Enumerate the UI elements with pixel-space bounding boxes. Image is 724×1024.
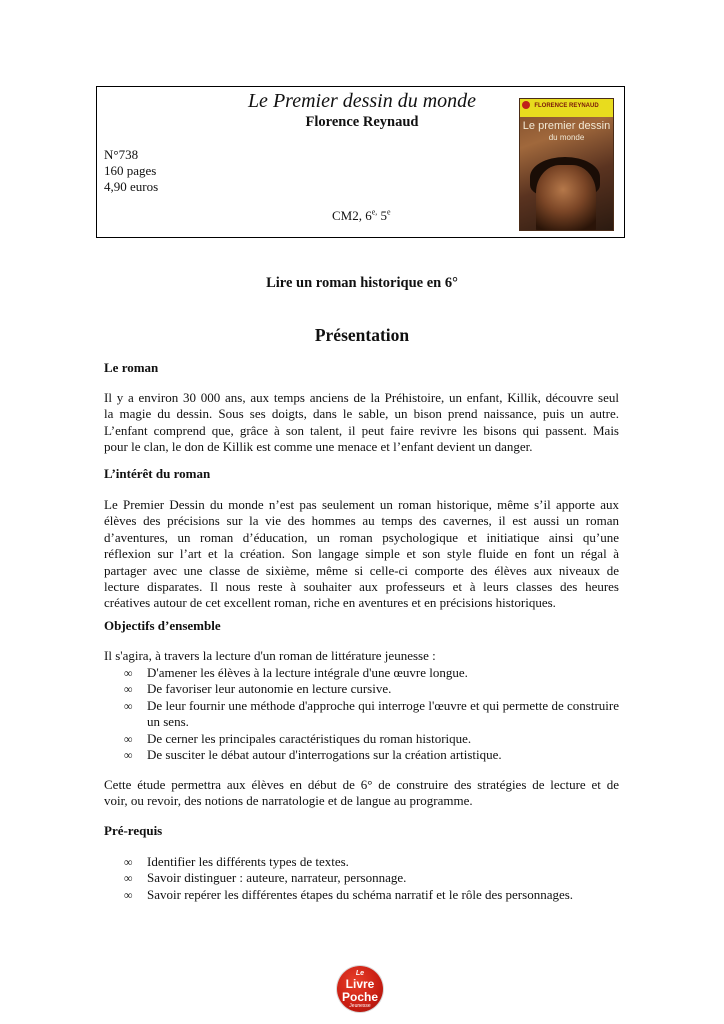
list-item: ∞ De susciter le débat autour d'interrogations sur la création artistique. [124, 747, 502, 763]
paragraph-line: L’enfant comprend que, grâce à son talent, il peut faire revivre les bisons qui passent. Mais [104, 422, 619, 438]
list-item: ∞ Savoir repérer les différentes étapes du schéma narratif et le rôle des personnages. [124, 886, 574, 902]
list-item: ∞ De cerner les principales caractéristiques du roman historique. [124, 730, 472, 746]
paragraph-line: Cette étude permettra aux élèves en début de 6° de construire des stratégies de lecture et de [104, 777, 619, 792]
infinity-bullet-icon: ∞ [124, 887, 133, 902]
cover-title [520, 121, 613, 143]
infinity-bullet-icon: ∞ [124, 855, 133, 869]
infinity-bullet-icon: ∞ [124, 871, 133, 886]
infinity-bullet-icon: ∞ [124, 748, 133, 763]
paragraph-line: partager avec une classe de sixième, même si celle-ci comporte des élèves aux niveaux de [104, 562, 619, 578]
section-title-objectifs: Objectifs d’ensemble [104, 618, 221, 633]
paragraph-roman [104, 390, 619, 456]
objectifs-outro [104, 777, 619, 810]
paragraph-line: réflexion sur l’art et la création. Son langage simple et son style fluide en font un régal à [104, 546, 619, 562]
list-item: ∞ De leur fournir une méthode d'approche qui interroge l'œuvre et qui permette de construire un sens. [124, 697, 619, 730]
paragraph-line: créatives autour de cet excellent roman, riche en aventures et en précisions historiques. [104, 595, 556, 611]
document-subtitle: Lire un roman historique en 6° [266, 275, 458, 291]
list-item: ∞ Savoir distinguer : auteure, narrateur, personnage. [124, 870, 407, 886]
section-title-roman: Le roman [104, 360, 159, 375]
book-price: 4,90 euros [104, 179, 159, 194]
list-item: ∞ D'amener les élèves à la lecture intégrale d'une œuvre longue. [124, 665, 468, 680]
book-author: Florence Reynaud [305, 114, 419, 130]
list-item: ∞ De favoriser leur autonomie en lecture cursive. [124, 681, 392, 697]
section-title-interet: L’intérêt du roman [104, 466, 211, 481]
list-item: ∞ Identifier les différents types de textes. [124, 854, 349, 869]
infinity-bullet-icon: ∞ [124, 666, 133, 680]
paragraph-line: Il s'agira, à travers la lecture d'un roman de littérature jeunesse : [104, 648, 436, 663]
cover-author: FLORENCE REYNAUD [534, 103, 599, 109]
objectifs-list [104, 665, 619, 763]
book-cover-image [519, 98, 614, 231]
objectifs-intro [104, 648, 619, 664]
infinity-bullet-icon: ∞ [124, 682, 133, 697]
cover-illustration-figure [536, 165, 596, 231]
section-title-prerequis: Pré-requis [104, 823, 163, 838]
book-number: N°738 [104, 147, 139, 162]
levels-sup-1: e, [371, 207, 378, 217]
section-heading-presentation: Présentation [314, 325, 410, 345]
levels-sup-2: e [387, 207, 391, 217]
paragraph-line: la magie du dessin. Sous ses doigts, dans le sable, un bison prend naissance, puis un autre. [104, 406, 619, 422]
book-title: Le Premier dessin du monde [247, 90, 477, 112]
paragraph-line: élèves des précisions sur la vie des hommes au temps des cavernes, il est aussi un roman [104, 513, 619, 529]
cover-title-line2: du monde [548, 133, 585, 142]
levels-mid: 5 [377, 208, 388, 223]
paragraph-line: voir, ou revoir, des notions de narratologie et de langue au programme. [104, 793, 473, 809]
book-meta [104, 147, 158, 195]
book-levels [332, 208, 391, 224]
prerequis-list [104, 854, 619, 903]
infinity-bullet-icon: ∞ [124, 731, 133, 746]
paragraph-line: Le Premier Dessin du monde n’est pas seulement un roman historique, même s’il apporte aux [104, 497, 619, 512]
paragraph-line: Il y a environ 30 000 ans, aux temps anciens de la Préhistoire, un enfant, Killik, découvre seul [104, 390, 619, 405]
paragraph-line: lecture disparates. Il nous reste à souhaiter aux professeurs et à leurs classes des heures [104, 579, 619, 595]
book-pages: 160 pages [104, 163, 157, 178]
infinity-bullet-icon: ∞ [124, 698, 133, 713]
paragraph-line: pour le clan, le don de Killik est comme une menace et l’enfant devient un danger. [104, 439, 533, 455]
paragraph-interet [104, 497, 619, 612]
cover-title-line1: Le premier dessin [522, 120, 611, 132]
paragraph-line: d’aventures, un roman d’éducation, un roman psychologique et initiatique ainsi qu’une [104, 529, 619, 545]
levels-prefix: CM2, 6 [332, 208, 372, 223]
livre-de-poche-logo: Le Livre Poche Jeunesse [337, 966, 383, 1012]
